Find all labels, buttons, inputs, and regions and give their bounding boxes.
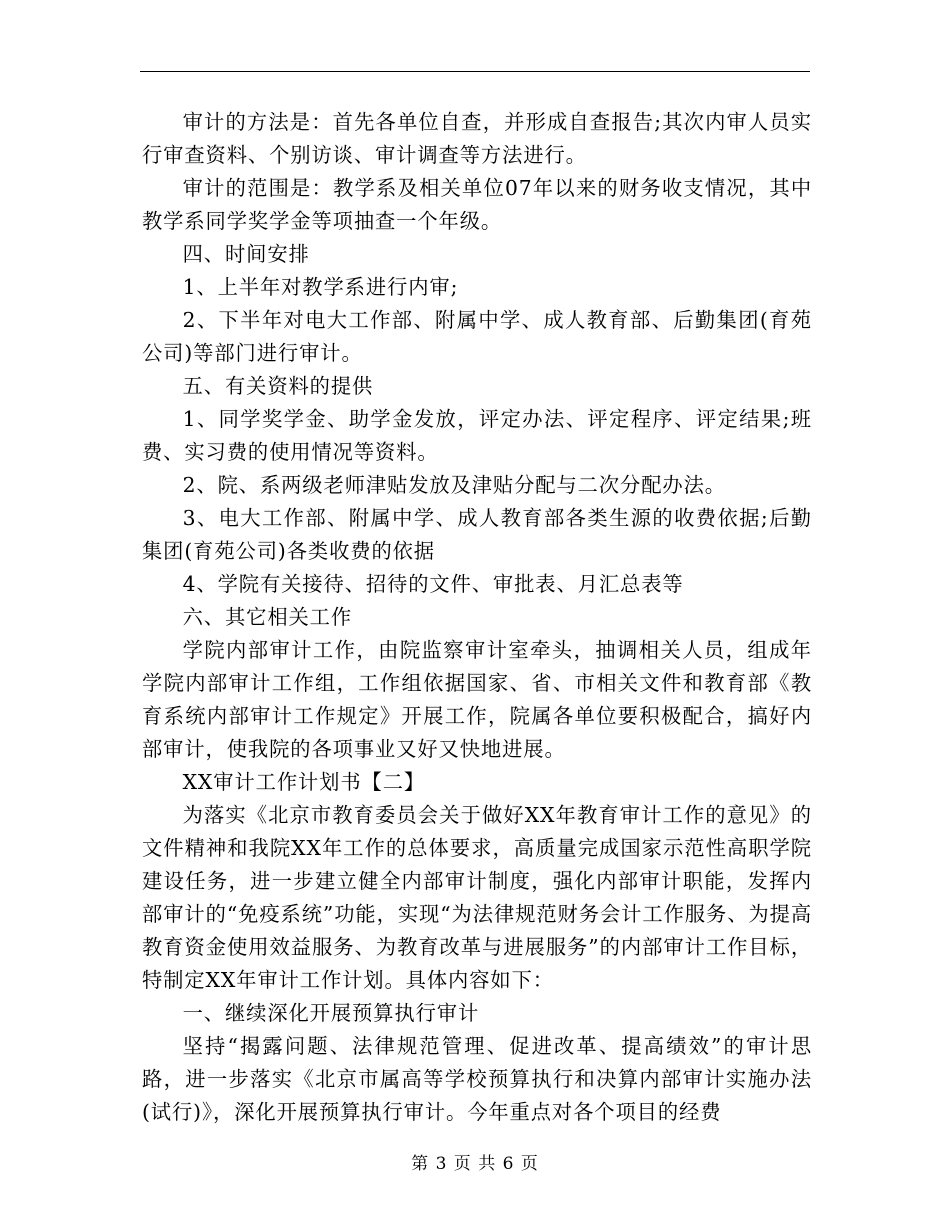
paragraph-budget-audit: 坚持“揭露问题、法律规范管理、促进改革、提高绩效”的审计思路，进一步落实《北京市属高等学校预算执行和决算内部审计实施办法(试行)》，深化开展预算执行审计。今年重点对各个项目的经费 [142, 1034, 812, 1124]
section-heading-budget-audit: 一、继续深化开展预算执行审计 [182, 1001, 480, 1025]
page-footer [0, 1152, 950, 1176]
section-heading-other-work: 六、其它相关工作 [182, 605, 353, 629]
paragraph-plan-intro: 为落实《北京市教育委员会关于做好XX年教育审计工作的意见》的文件精神和我院XX年工作的总体要求，高质量完成国家示范性高职学院建设任务，进一步建立健全内部审计制度，强化内部审计职能，发挥内部审计的“免疫系统”功能，实现“为法律规范财务会计工作服务、为提高教育资金使用效益服务、为教育改革与进展服务”的内部审计工作目标，特制定XX年审计工作计划。具体内容如下： [142, 803, 812, 992]
list-item-schedule-2: 2、下半年对电大工作部、附属中学、成人教育部、后勤集团(育苑公司)等部门进行审计。 [142, 308, 812, 365]
list-item-schedule-1: 1、上半年对教学系进行内审; [182, 275, 459, 299]
list-item-materials-2: 2、院、系两级老师津贴发放及津贴分配与二次分配办法。 [182, 473, 726, 497]
document-subtitle-plan-two: XX审计工作计划书【二】 [182, 770, 426, 794]
document-body [142, 106, 812, 1129]
footer-prefix: 第 [411, 1154, 430, 1174]
section-heading-materials: 五、有关资料的提供 [182, 374, 374, 398]
list-item-materials-1: 1、同学奖学金、助学金发放，评定办法、评定程序、评定结果;班费、实习费的使用情况等资料。 [142, 407, 812, 464]
footer-total-pages: 6 [502, 1154, 515, 1174]
footer-current-page: 3 [435, 1154, 448, 1174]
header-rule [140, 71, 810, 72]
paragraph-audit-scope: 审计的范围是：教学系及相关单位07年以来的财务收支情况，其中教学系同学奖学金等项抽查一个年级。 [142, 176, 812, 233]
list-item-materials-3: 3、电大工作部、附属中学、成人教育部各类生源的收费依据;后勤集团(育苑公司)各类收费的依据 [142, 506, 812, 563]
footer-suffix: 页 [520, 1154, 539, 1174]
paragraph-other-work: 学院内部审计工作，由院监察审计室牵头，抽调相关人员，组成年学院内部审计工作组，工作组依据国家、省、市相关文件和教育部《教育系统内部审计工作规定》开展工作，院属各单位要积极配合，搞好内部审计，使我院的各项事业又好又快地进展。 [142, 638, 812, 761]
footer-middle: 页 共 [453, 1154, 497, 1174]
paragraph-audit-method: 审计的方法是：首先各单位自查，并形成自查报告;其次内审人员实行审查资料、个别访谈、审计调查等方法进行。 [142, 110, 812, 167]
section-heading-schedule: 四、时间安排 [182, 242, 310, 266]
list-item-materials-4: 4、学院有关接待、招待的文件、审批表、月汇总表等 [182, 572, 684, 596]
